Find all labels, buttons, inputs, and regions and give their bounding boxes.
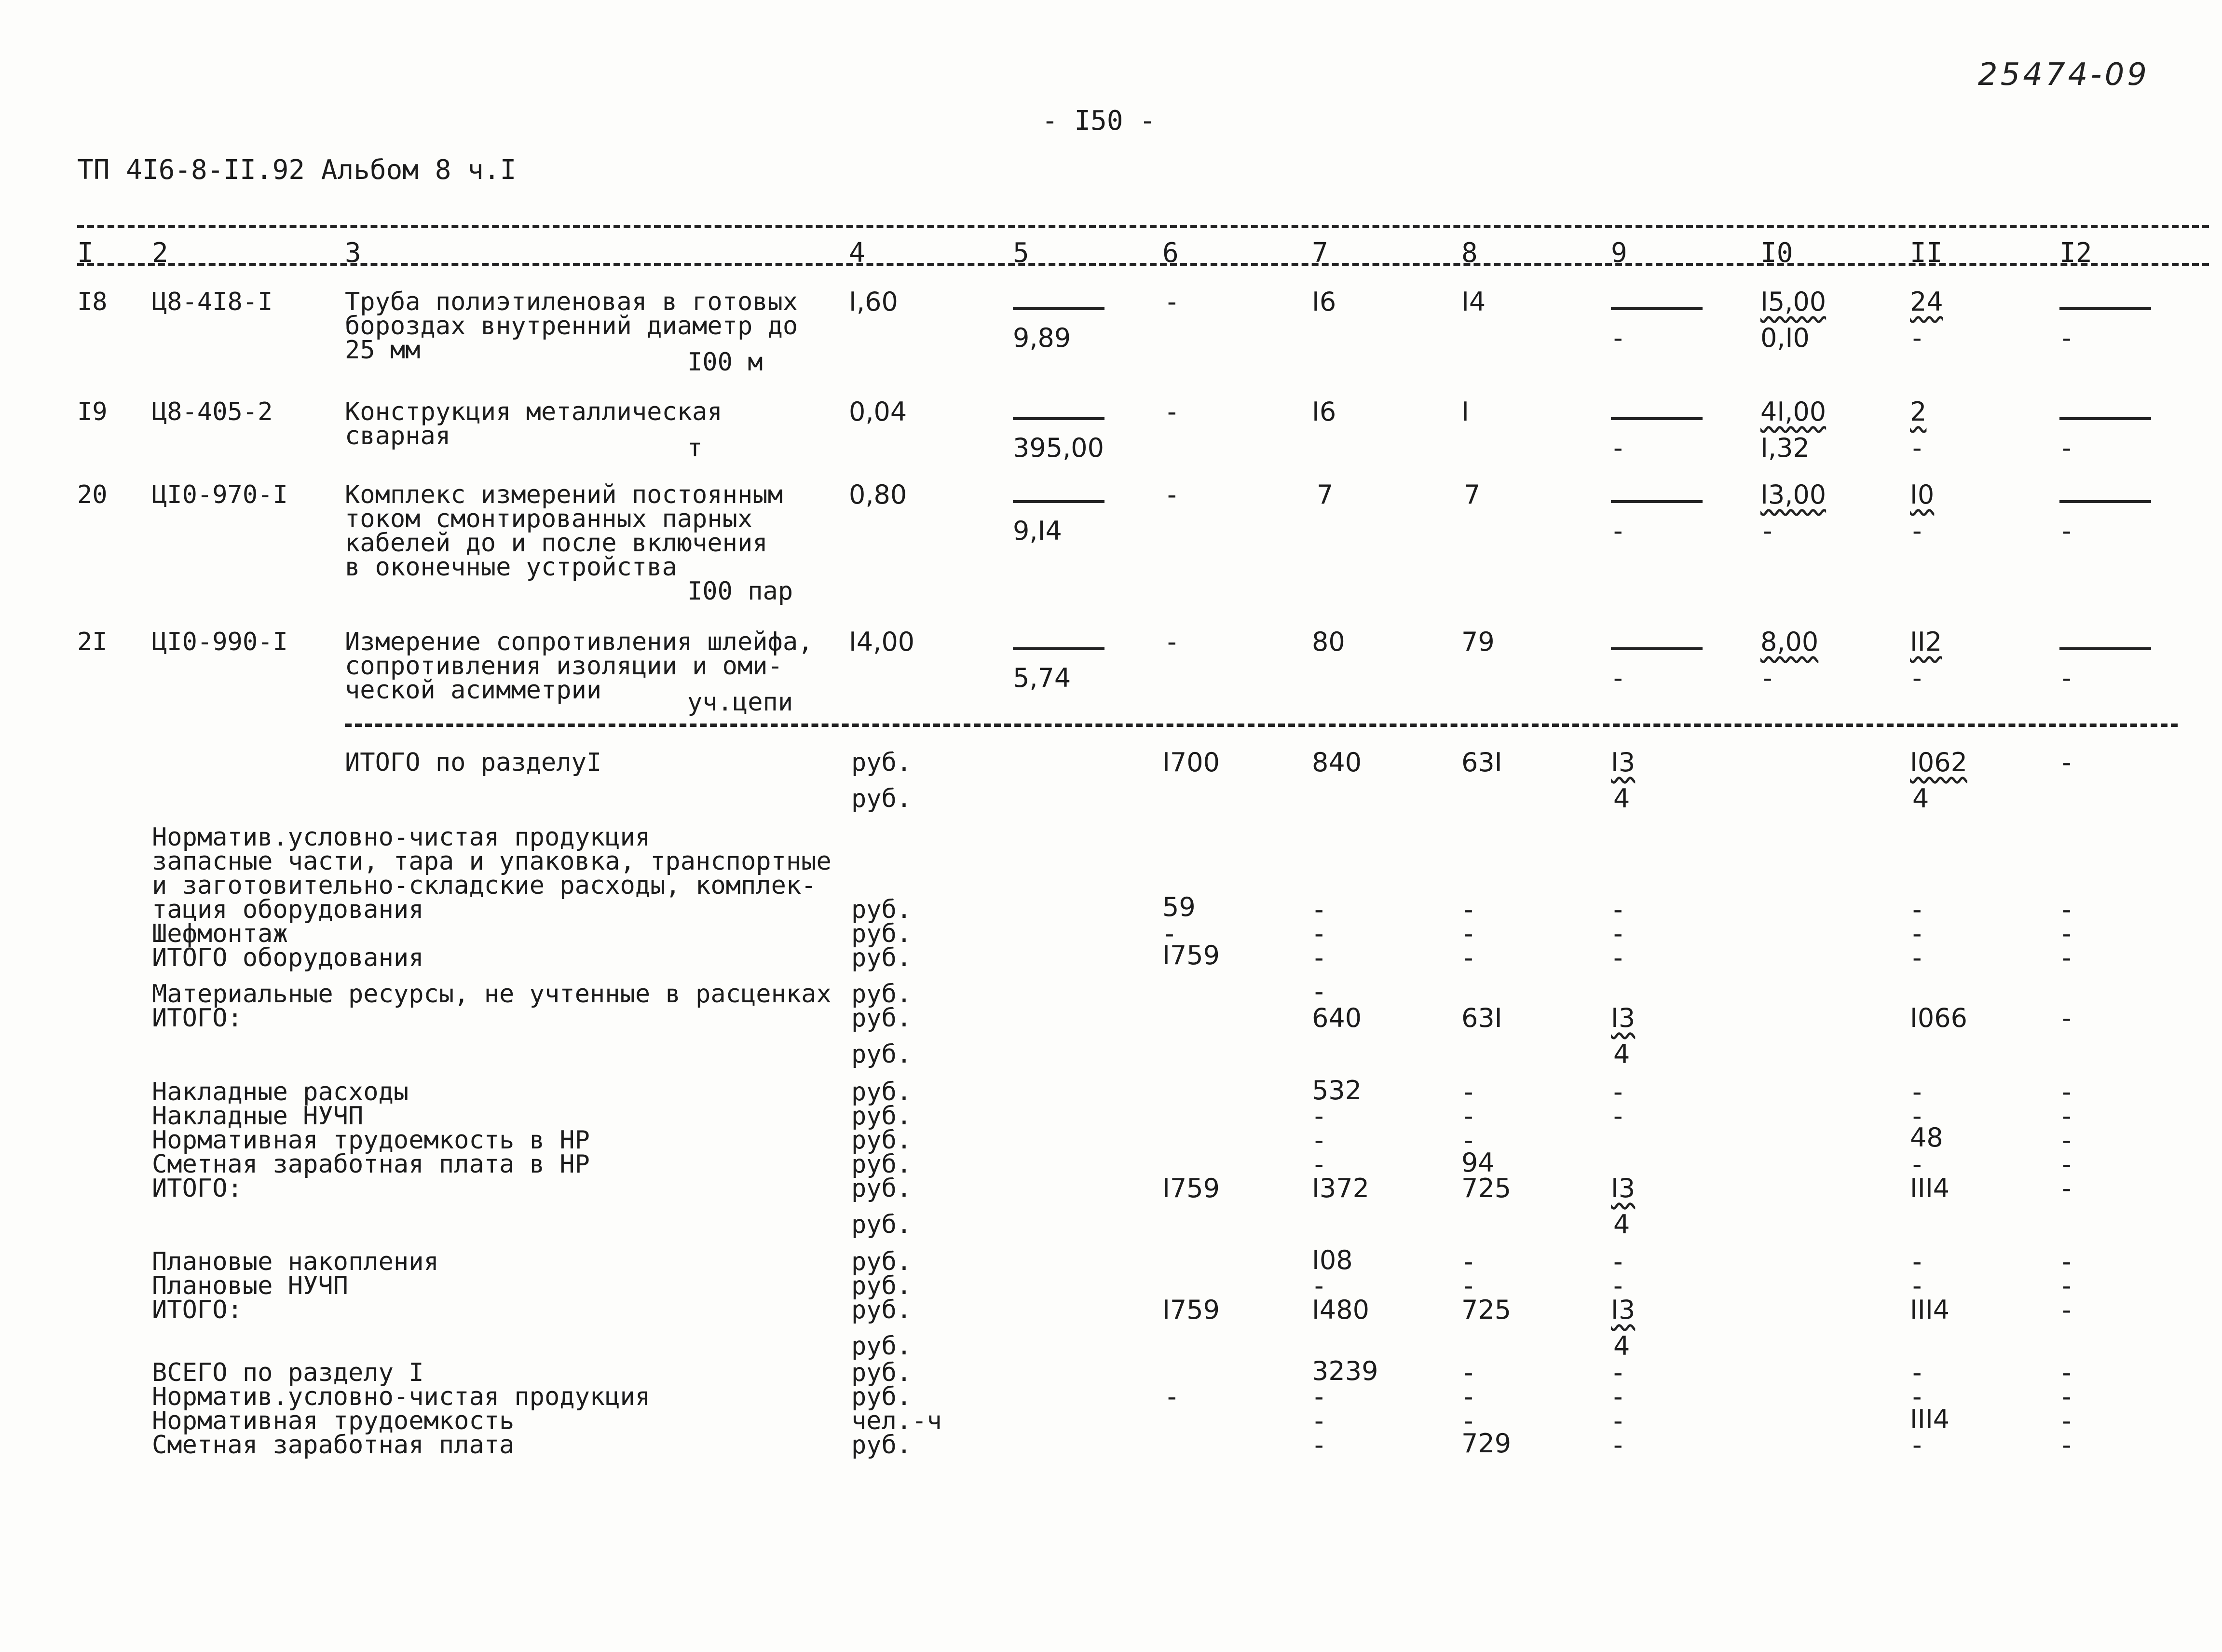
c7-value: 3239 [1312, 1356, 1378, 1386]
c9-top-stub [1611, 399, 1703, 424]
summary-label: Нормативная трудоемкость в НР [152, 1126, 590, 1155]
c12-value: - [2062, 1173, 2072, 1203]
summary-label: Сметная заработная плата в НР [152, 1150, 590, 1179]
quantity: I4,00 [849, 627, 915, 657]
c10-top: 4I,00 [1760, 396, 1827, 427]
col-7: 7 [1312, 237, 1328, 269]
summary-label: Плановые НУЧП [152, 1271, 348, 1300]
c11-value: - [1912, 1430, 1922, 1460]
c8-value: - [1464, 1270, 1473, 1301]
c5-value: 9,I4 [1013, 516, 1062, 546]
c9-value: - [1613, 1406, 1623, 1436]
c8-value: - [1464, 1381, 1473, 1412]
row-number: I9 [77, 397, 108, 426]
c9-value: - [1613, 942, 1623, 973]
unit: руб. [851, 943, 912, 972]
c12-value: - [2062, 918, 2072, 949]
c11-value: - [1912, 1270, 1922, 1301]
c9-low: 4 [1613, 783, 1630, 814]
c12-value: - [2062, 1430, 2072, 1460]
c11-low: 4 [1912, 783, 1929, 814]
col-5: 5 [1013, 237, 1029, 269]
c8-value: 729 [1461, 1428, 1512, 1459]
quantity: 0,80 [849, 479, 907, 510]
c9-value: - [1613, 433, 1623, 463]
c11-low: - [1912, 323, 1922, 353]
header-bottom-rule [77, 263, 2209, 266]
c7-value: - [1314, 976, 1324, 1007]
summary-label: ИТОГО: [152, 1004, 243, 1033]
c7-value: - [1314, 1149, 1324, 1179]
c11-low: - [1912, 516, 1922, 546]
c10-top: 8,00 [1760, 627, 1819, 657]
desc-line: Измерение сопротивления шлейфа, [345, 628, 813, 656]
text-line: и заготовительно-складские расходы, комплек- [152, 871, 817, 900]
c9-value: - [1613, 918, 1623, 949]
c7-value: - [1314, 894, 1324, 925]
col-6: 6 [1162, 237, 1179, 269]
c9-top: I3 [1611, 747, 1636, 778]
summary-label: Плановые накопления [152, 1247, 439, 1276]
c9-low: 4 [1613, 1039, 1630, 1069]
c6-value: - [1167, 287, 1177, 317]
c12-value: - [2062, 1406, 2072, 1436]
c9-top-stub [1611, 289, 1703, 314]
c10-low: 0,I0 [1760, 323, 1810, 353]
summary-label: Сметная заработная плата [152, 1431, 515, 1460]
col-9: 9 [1611, 237, 1627, 269]
c9-low: 4 [1613, 1209, 1630, 1240]
c8-value: I [1461, 396, 1469, 427]
c12-value: - [2062, 1246, 2072, 1277]
col-10: I0 [1760, 237, 1793, 269]
c9-top-stub [1611, 482, 1703, 507]
unit: т [687, 434, 703, 463]
summary-label: Накладные НУЧП [152, 1102, 364, 1131]
c5-top-stub [1013, 289, 1104, 314]
desc-line: сварная [345, 422, 451, 451]
c12-value: - [2062, 1003, 2072, 1033]
unit: руб. [851, 980, 912, 1009]
unit: руб. [851, 1358, 912, 1387]
c8-value: 725 [1461, 1173, 1512, 1203]
unit: руб. [851, 1210, 912, 1239]
c12-value: - [2062, 1295, 2072, 1325]
c12-value: - [2062, 942, 2072, 973]
c12-top-stub [2059, 629, 2151, 655]
row-number: 2I [77, 628, 108, 656]
unit: руб. [851, 1382, 912, 1411]
c11-value: I066 [1910, 1003, 1967, 1033]
c7-value: - [1314, 1270, 1324, 1301]
text-line: тация оборудования [152, 895, 424, 924]
c11-value: III4 [1910, 1404, 1950, 1434]
unit: руб. [851, 1296, 912, 1324]
c11-value: III4 [1910, 1173, 1950, 1203]
c7-value: - [1314, 1125, 1324, 1155]
c5-value: 5,74 [1013, 663, 1071, 693]
c6-value: I759 [1162, 1173, 1220, 1203]
c8-value: - [1464, 1125, 1473, 1155]
c5-value: 9,89 [1013, 323, 1071, 353]
row-number: I8 [77, 287, 108, 316]
row-number: 20 [77, 480, 108, 509]
c10-top: I5,00 [1760, 287, 1827, 317]
quantity: I,60 [849, 287, 898, 317]
c11-value: 48 [1910, 1122, 1943, 1153]
c12-top-stub [2059, 399, 2151, 424]
unit: руб. [851, 919, 912, 948]
c11-value: - [1912, 894, 1922, 925]
c9-top: I3 [1611, 1295, 1636, 1325]
c12-value: - [2062, 1125, 2072, 1155]
c9-value: - [1613, 894, 1623, 925]
desc-line: 25 мм [345, 336, 421, 365]
c6-value: - [1167, 627, 1177, 657]
c8-value: - [1464, 1101, 1473, 1131]
c8-value: 7 [1464, 479, 1481, 510]
quantity: 0,04 [849, 396, 907, 427]
c11-value: - [1912, 1077, 1922, 1107]
c9-value: - [1613, 1270, 1623, 1301]
unit: руб. [851, 1102, 912, 1131]
unit: руб. [851, 1126, 912, 1155]
unit: руб. [851, 1150, 912, 1179]
rate-code: Ц8-4I8-I [152, 287, 273, 316]
c11-value: III4 [1910, 1295, 1950, 1325]
c11-value: - [1912, 1246, 1922, 1277]
c12-top-stub [2059, 289, 2151, 314]
c6-value: I759 [1162, 940, 1220, 970]
c9-value: - [1613, 1077, 1623, 1107]
c12-value: - [2062, 894, 2072, 925]
summary-label: Нормативная трудоемкость [152, 1406, 515, 1435]
c7-value: I6 [1312, 287, 1336, 317]
text-line: Норматив.условно-чистая продукция [152, 823, 651, 852]
c12-value: - [2062, 1101, 2072, 1131]
c8-value: 79 [1461, 627, 1495, 657]
unit: руб. [851, 1040, 912, 1069]
unit: руб. [851, 748, 912, 777]
document-code: 25474-09 [1977, 57, 2150, 93]
unit: руб. [851, 1431, 912, 1460]
c8-value: 63I [1461, 747, 1502, 778]
c11-top: 24 [1910, 287, 1943, 317]
unit: руб. [851, 1332, 912, 1361]
c9-low: 4 [1613, 1331, 1630, 1361]
c12-low: - [2062, 433, 2072, 463]
c7-value: I6 [1312, 396, 1336, 427]
desc-line: сопротивления изоляции и оми- [345, 652, 783, 681]
c12-low: - [2062, 663, 2072, 693]
c9-value: - [1613, 1246, 1623, 1277]
c9-top: I3 [1611, 1173, 1636, 1203]
summary-label: ИТОГО оборудования [152, 943, 424, 972]
c6-value: I759 [1162, 1295, 1220, 1325]
c7-value: - [1314, 1406, 1324, 1436]
c11-value: - [1912, 1101, 1922, 1131]
unit: руб. [851, 1247, 912, 1276]
c8-value: - [1464, 942, 1473, 973]
c12-low: - [2062, 323, 2072, 353]
c7-value: - [1314, 942, 1324, 973]
c8-value: - [1464, 1077, 1473, 1107]
c6-value: - [1167, 1381, 1177, 1412]
col-2: 2 [152, 237, 168, 269]
c11-top: II2 [1910, 627, 1942, 657]
rate-code: ЦI0-970-I [152, 480, 288, 509]
c12-value: - [2062, 747, 2072, 778]
c9-value: - [1613, 1101, 1623, 1131]
c8-value: - [1464, 918, 1473, 949]
col-8: 8 [1461, 237, 1478, 269]
desc-line: Конструкция металлическая [345, 397, 722, 426]
c12-value: - [2062, 1357, 2072, 1388]
text-line: запасные части, тара и упаковка, транспортные [152, 847, 832, 876]
desc-line: ческой асимметрии [345, 676, 602, 705]
col-12: I2 [2059, 237, 2092, 269]
c8-value: 725 [1461, 1295, 1512, 1325]
c11-value: - [1912, 1149, 1922, 1179]
c7-value: I480 [1312, 1295, 1369, 1325]
c12-low: - [2062, 516, 2072, 546]
c11-value: - [1912, 942, 1922, 973]
c11-value: - [1912, 918, 1922, 949]
c7-value: - [1314, 1101, 1324, 1131]
c11-top: I062 [1910, 747, 1967, 778]
unit: руб. [851, 1271, 912, 1300]
summary-label: Накладные расходы [152, 1078, 409, 1106]
summary-label: Норматив.условно-чистая продукция [152, 1382, 651, 1411]
summary-label: ВСЕГО по разделу I [152, 1358, 424, 1387]
c7-value: 7 [1317, 479, 1334, 510]
summary-label: ИТОГО по разделуI [345, 748, 602, 777]
c9-value: - [1613, 323, 1623, 353]
c7-value: 640 [1312, 1003, 1362, 1033]
c5-top-stub [1013, 629, 1104, 655]
c11-low: - [1912, 663, 1922, 693]
c9-value: - [1613, 516, 1623, 546]
c9-top: I3 [1611, 1003, 1636, 1033]
table-top-rule [77, 225, 2209, 228]
c5-top-stub [1013, 482, 1104, 507]
c7-value: - [1314, 918, 1324, 949]
desc-line: бороздах внутренний диаметр до [345, 312, 798, 341]
c10-low: - [1763, 663, 1772, 693]
c12-value: - [2062, 1077, 2072, 1107]
summary-label: ИТОГО: [152, 1296, 243, 1324]
c6-value: - [1167, 396, 1177, 427]
c8-value: - [1464, 1406, 1473, 1436]
col-1: I [77, 237, 94, 269]
summary-label: Материальные ресурсы, не учтенные в расценках [152, 980, 832, 1009]
c7-value: 532 [1312, 1075, 1362, 1106]
c11-top: I0 [1910, 479, 1935, 510]
c11-value: - [1912, 1381, 1922, 1412]
c12-value: - [2062, 1149, 2072, 1179]
summary-label: ИТОГО: [152, 1174, 243, 1203]
c12-top-stub [2059, 482, 2151, 507]
col-11: II [1910, 237, 1943, 269]
col-4: 4 [849, 237, 865, 269]
unit: руб. [851, 784, 912, 813]
c7-value: 80 [1312, 627, 1345, 657]
desc-line: в оконечные устройства [345, 553, 677, 582]
c7-value: I08 [1312, 1245, 1353, 1275]
page-number: - I50 - [1042, 105, 1156, 137]
c9-value: - [1613, 663, 1623, 693]
desc-line: током смонтированных парных [345, 505, 753, 533]
document-header: ТП 4I6-8-II.92 Альбом 8 ч.I [77, 154, 517, 186]
c7-value: - [1314, 1381, 1324, 1412]
c9-value: - [1613, 1381, 1623, 1412]
c5-top-stub [1013, 399, 1104, 424]
c7-value: 840 [1312, 747, 1362, 778]
rate-code: Ц8-405-2 [152, 397, 273, 426]
unit: руб. [851, 1004, 912, 1033]
unit: руб. [851, 1078, 912, 1106]
c11-top: 2 [1910, 396, 1927, 427]
c12-value: - [2062, 1270, 2072, 1301]
rate-code: ЦI0-990-I [152, 628, 288, 656]
c11-low: - [1912, 433, 1922, 463]
c6-value: 59 [1162, 892, 1196, 922]
c11-value: - [1912, 1357, 1922, 1388]
col-3: 3 [345, 237, 361, 269]
c9-value: - [1613, 1357, 1623, 1388]
section-rule [345, 724, 2178, 727]
desc-line: кабелей до и после включения [345, 529, 768, 558]
c8-value: 94 [1461, 1147, 1495, 1178]
c5-value: 395,00 [1013, 433, 1104, 463]
c7-value: - [1314, 1430, 1324, 1460]
c6-value: - [1165, 918, 1174, 949]
c6-value: I700 [1162, 747, 1220, 778]
c9-value: - [1613, 1430, 1623, 1460]
c8-value: - [1464, 894, 1473, 925]
c6-value: - [1167, 479, 1177, 510]
c12-value: - [2062, 1381, 2072, 1412]
unit: чел.-ч [851, 1406, 942, 1435]
c9-top-stub [1611, 629, 1703, 655]
unit: I00 м [687, 348, 763, 377]
c8-value: - [1464, 1357, 1473, 1388]
unit: руб. [851, 1174, 912, 1203]
c10-low: I,32 [1760, 433, 1810, 463]
desc-line: Труба полиэтиленовая в готовых [345, 287, 798, 316]
c7-value: I372 [1312, 1173, 1369, 1203]
unit: уч.цепи [687, 688, 793, 717]
desc-line: Комплекс измерений постоянным [345, 480, 783, 509]
c8-value: 63I [1461, 1003, 1502, 1033]
c8-value: I4 [1461, 287, 1486, 317]
c8-value: - [1464, 1246, 1473, 1277]
unit: I00 пар [687, 577, 793, 606]
c10-low: - [1763, 516, 1772, 546]
unit: руб. [851, 895, 912, 924]
summary-label: Шефмонтаж [152, 919, 288, 948]
c10-top: I3,00 [1760, 479, 1827, 510]
